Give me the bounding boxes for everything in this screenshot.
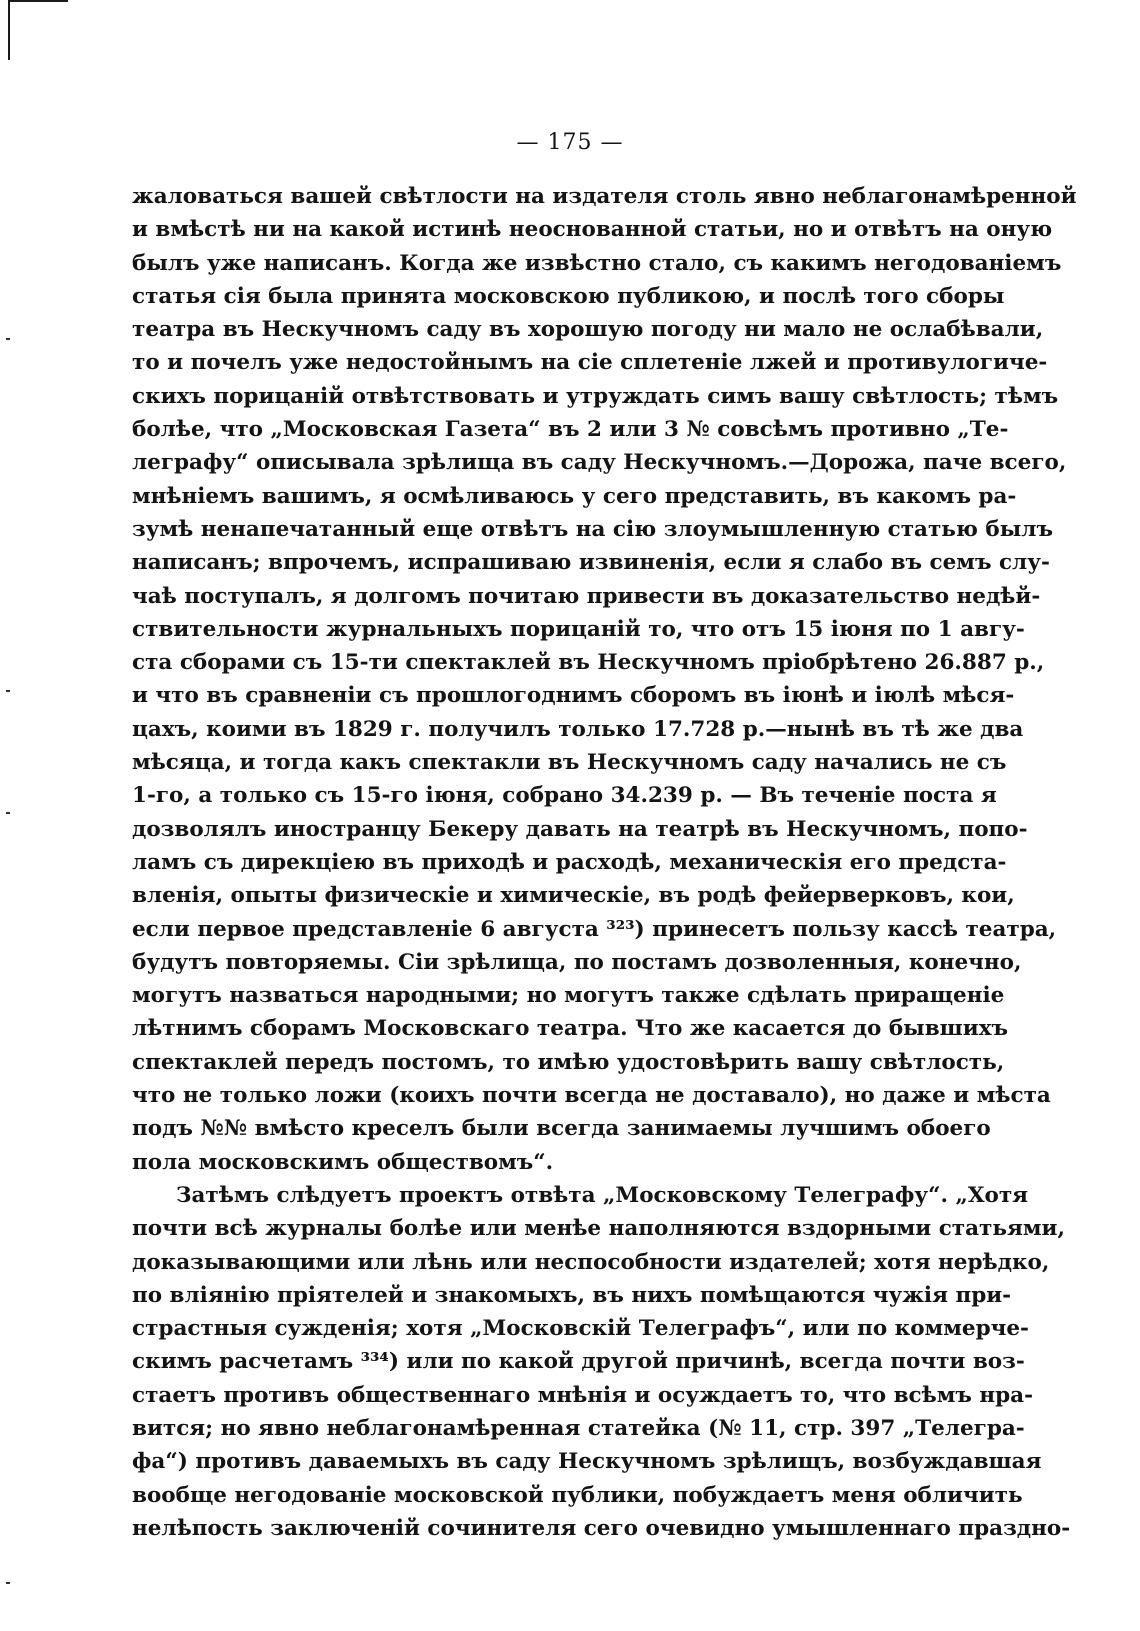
text-line: ста сборами съ 15-ти спектаклей въ Нескучномъ пріобрѣтено 26.887 р.,	[132, 650, 1045, 676]
text-line: будутъ повторяемы. Сіи зрѣлища, по постамъ дозволенныя, конечно,	[132, 949, 1022, 975]
text-line: театра въ Нескучномъ саду въ хорошую погоду ни мало не ослабѣвали,	[132, 317, 1044, 343]
text-line: скихъ порицаній отвѣтствовать и утруждать симъ вашу свѣтлость; тѣмъ	[132, 383, 1059, 409]
margin-speck	[6, 690, 10, 692]
text-line: спектаклей передъ постомъ, то имѣю удостовѣрить вашу свѣтлость,	[132, 1049, 1005, 1075]
text-line: ламъ съ дирекціею въ приходѣ и расходѣ, механическія его предста-	[132, 849, 1007, 875]
text-line: цахъ, коими въ 1829 г. получилъ только 17.728 р.—нынѣ въ тѣ же два	[132, 716, 1024, 742]
text-line: что не только ложи (коихъ почти всегда не доставало), но даже и мѣста	[132, 1083, 1051, 1109]
text-line: болѣе, что „Московская Газета“ въ 2 или 3 № совсѣмъ противно „Те-	[132, 417, 1009, 443]
margin-speck	[6, 812, 10, 814]
text-line: вообще негодованіе московской публики, побуждаетъ меня обличить	[132, 1482, 1023, 1508]
margin-speck	[6, 1582, 10, 1584]
text-line: былъ уже написанъ. Когда же извѣстно стало, съ какимъ негодованіемъ	[132, 250, 1062, 276]
text-line: почти всѣ журналы болѣе или менѣе наполняются вздорными статьями,	[132, 1216, 1065, 1242]
text-line: ствительности журнальныхъ порицаній то, что отъ 15 іюня по 1 авгу-	[132, 616, 1025, 642]
text-line: вленія, опыты физическіе и химическіе, въ родѣ фейерверковъ, кои,	[132, 883, 1015, 909]
paragraph-end-line: пола московскимъ обществомъ“.	[132, 1149, 554, 1175]
text-line: жаловаться вашей свѣтлости на издателя столь явно неблагонамѣренной	[132, 184, 1077, 209]
text-line: могутъ назваться народными; но могутъ также сдѣлать приращеніе	[132, 983, 1005, 1009]
text-line: по вліянію пріятелей и знакомыхъ, въ нихъ помѣщаются чужія при-	[132, 1282, 1012, 1308]
text-line: зумѣ ненапечатанный еще отвѣтъ на сію злоумышленную статью былъ	[132, 516, 1053, 542]
text-line: лѣтнимъ сборамъ Московскаго театра. Что же касается до бывшихъ	[132, 1016, 1009, 1042]
text-line: мнѣніемъ вашимъ, я осмѣливаюсь у сего представить, въ какомъ ра-	[132, 483, 1017, 509]
paragraph-start-line: Затѣмъ слѣдуетъ проектъ отвѣта „Московскому Телеграфу“. „Хотя	[176, 1182, 1029, 1208]
text-line: и вмѣстѣ ни на какой истинѣ неоснованной статьи, но и отвѣтъ на оную	[132, 217, 1053, 243]
page-number: — 175 —	[516, 130, 624, 155]
text-line: 1-го, а только съ 15-го іюня, собрано 34.239 р. — Въ теченіе поста я	[132, 783, 997, 809]
text-line: написанъ; впрочемъ, испрашиваю извиненія, если я слабо въ семъ слу-	[132, 550, 1050, 576]
text-line: то и почелъ уже недостойнымъ на сіе сплетеніе лжей и противулогиче-	[132, 350, 1048, 376]
text-line: вится; но явно неблагонамѣренная статейка (№ 11, стр. 397 „Телегра-	[132, 1415, 1025, 1441]
text-line: если первое представленіе 6 августа ³²³) принесетъ пользу кассѣ театра,	[132, 916, 1057, 942]
text-line: доказывающими или лѣнь или неспособности издателей; хотя нерѣдко,	[132, 1249, 1050, 1275]
scan-corner-mark-horizontal	[8, 0, 68, 2]
text-line: подъ №№ вмѣсто креселъ были всегда занимаемы лучшимъ обоего	[132, 1116, 991, 1142]
text-line: страстныя сужденія; хотя „Московскій Телеграфъ“, или по коммерче-	[132, 1316, 1029, 1342]
text-line: скимъ расчетамъ ³³⁴) или по какой другой причинѣ, всегда почти воз-	[132, 1349, 1025, 1375]
scan-corner-mark-vertical	[8, 0, 10, 60]
body-text	[132, 180, 1077, 1545]
text-line: стаетъ противъ общественнаго мнѣнія и осуждаетъ то, что всѣмъ нра-	[132, 1382, 1033, 1408]
text-line: чаѣ поступалъ, я долгомъ почитаю привести въ доказательство недѣй-	[132, 583, 1041, 609]
text-line: фа“) противъ даваемыхъ въ саду Нескучномъ зрѣлищъ, возбуждавшая	[132, 1449, 1042, 1475]
text-line: мѣсяца, и тогда какъ спектакли въ Нескучномъ саду начались не съ	[132, 750, 1007, 776]
text-line: нелѣпость заключеній сочинителя сего очевидно умышленнаго праздно-	[132, 1515, 1071, 1541]
text-line: леграфу“ описывала зрѣлища въ саду Нескучномъ.—Дорожа, паче всего,	[132, 450, 1067, 476]
margin-speck	[6, 338, 10, 340]
text-line: дозволялъ иностранцу Бекеру давать на театрѣ въ Нескучномъ, попо-	[132, 816, 1028, 842]
text-line: статья сія была принята московскою публикою, и послѣ того сборы	[132, 283, 1005, 309]
text-line: и что въ сравненіи съ прошлогоднимъ сборомъ въ іюнѣ и іюлѣ мѣся-	[132, 683, 1015, 709]
